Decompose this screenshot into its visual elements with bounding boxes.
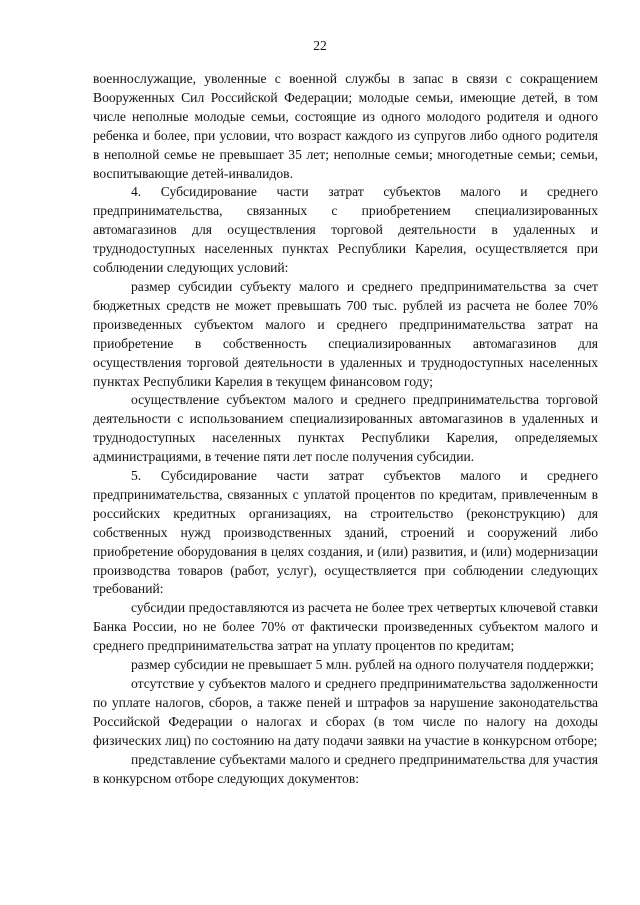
page-number: 22: [313, 38, 327, 53]
paragraph-subsidy-limit-700k: размер субсидии субъекту малого и среднего предпринимательства за счет бюджетных средств не может превышать 700 тыс. рублей из расчета не более 70% произведенных субъектом малого и среднего предпринимательства затрат на приобретение в собственность специализированных автомагазинов для осуществления торговой деятельности в удаленных и труднодоступных населенных пунктах Республики Карелия в текущем финансовом году;: [93, 278, 598, 389]
paragraph-no-tax-debt-condition: отсутствие у субъектов малого и среднего предпринимательства задолженности по уплате налогов, сборов, а также пеней и штрафов за нарушение законодательства Российской Федерации о налогах и сборах (в том числе по налогу на доходы физических лиц) по состоянию на дату подачи заявки на участие в конкурсном отборе;: [93, 676, 598, 748]
paragraph-key-rate-condition: субсидии предоставляются из расчета не более трех четвертых ключевой ставки Банка России, но не более 70% от фактически произведенных субъектом малого и среднего предпринимательства затрат на уплату процентов по кредитам;: [93, 600, 598, 654]
paragraph-item-5-loan-interest: 5. Субсидирование части затрат субъектов малого и среднего предпринимательства, связанных с уплатой процентов по кредитам, привлеченным в российских кредитных организациях, на строительство (реконструкцию) для собственных нужд производственных зданий, строений и сооружений либо приобретение оборудования в целях создания, и (или) развития, и (или) модернизации производства товаров (работ, услуг), осуществляется при соблюдении следующих требований:: [93, 468, 598, 597]
document-body: [93, 70, 598, 788]
paragraph-item-4-autoshops: 4. Субсидирование части затрат субъектов малого и среднего предпринимательства, связанных с приобретением специализированных автомагазинов для осуществления торговой деятельности в удаленных и труднодоступных населенных пунктах Республики Карелия, осуществляется при соблюдении следующих условий:: [93, 184, 598, 276]
paragraph-trade-activity-condition: осуществление субъектом малого и среднего предпринимательства торговой деятельности с использованием специализированных автомагазинов в удаленных и труднодоступных населенных пунктах Республики Карелия, определяемых администрациями, в течение пяти лет после получения субсидии.: [93, 392, 598, 465]
paragraph-subsidy-limit-5mln: размер субсидии не превышает 5 млн. рублей на одного получателя поддержки;: [131, 657, 594, 673]
paragraph-eligible-categories-continued: военнослужащие, уволенные с военной службы в запас в связи с сокращением Вооруженных Сил Российской Федерации; молодые семьи, имеющие детей, в том числе неполные молодые семьи, состоящие из одного молодого родителя и одного ребенка и более, при условии, что возраст каждого из супругов либо одного родителя в неполной семье не превышает 35 лет; неполные семьи; многодетные семьи; семьи, воспитывающие детей-инвалидов.: [93, 71, 598, 181]
paragraph-documents-submission: представление субъектами малого и среднего предпринимательства для участия в конкурсном отборе следующих документов:: [93, 751, 598, 786]
